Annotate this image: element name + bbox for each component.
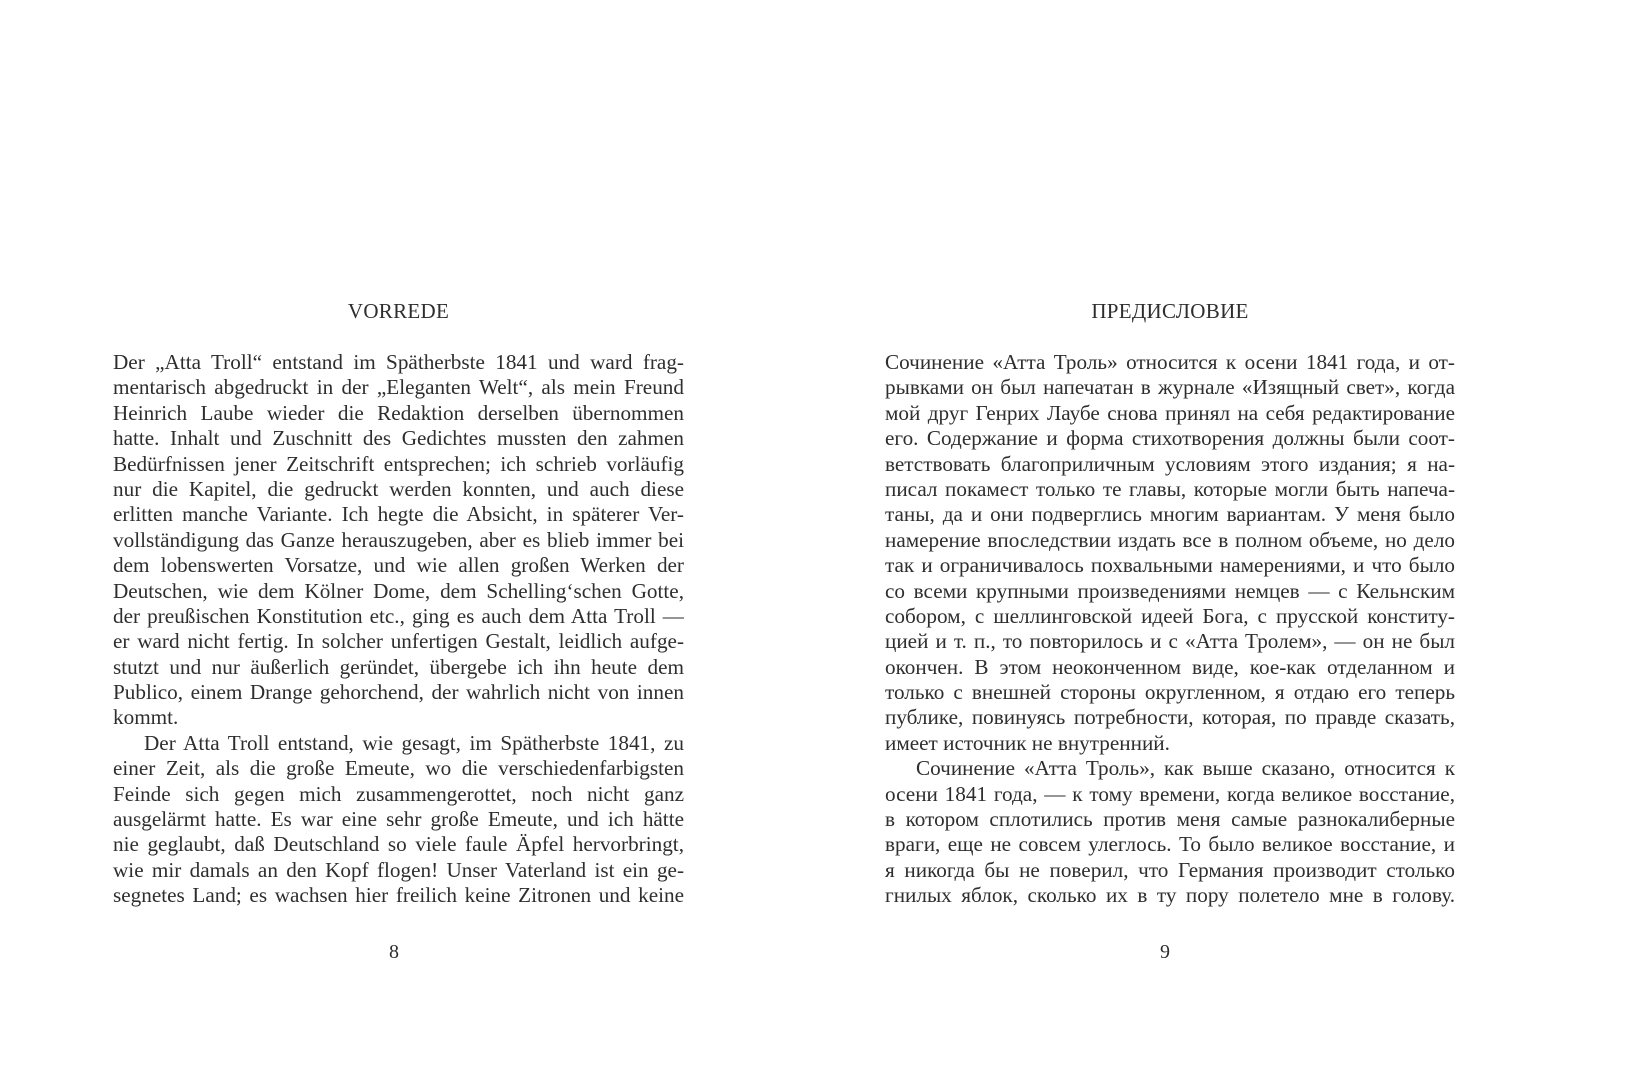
text-line: dem lobenswerten Vorsatze, und wie allen großen Werken der [113,553,684,578]
text-line: намерение впоследствии издать все в полном объеме, но дело [885,527,1455,552]
text-line: осени 1841 года, — к тому времени, когда великое восстание, [885,781,1455,806]
text-line: Der „Atta Troll“ entstand im Spätherbste 1841 und ward frag- [113,350,684,374]
text-line: его. Содержание и форма стихотворения должны были соот- [885,426,1455,451]
text-line: Feinde sich gegen mich zusammengerottet, noch nicht ganz [113,781,684,806]
text-line: Deutschen, wie dem Kölner Dome, dem Schelling‘schen Gotte, [113,578,684,603]
text-line: hatte. Inhalt und Zuschnitt des Gedichtes mussten den zahmen [113,426,684,451]
text-line: er ward nicht fertig. In solcher unfertigen Gestalt, leidlich aufge- [113,629,684,654]
text-line: со всеми крупными произведениями немцев — с Кельнским [885,578,1455,603]
text-line: wie mir damals an den Kopf flogen! Unser Vaterland ist ein ge- [113,857,684,882]
text-line: Der Atta Troll entstand, wie gesagt, im Spätherbste 1841, zu [144,730,684,755]
text-line: Сочинение «Атта Троль», как выше сказано, относится к [916,756,1455,781]
text-line: vollständigung das Ganze herauszugeben, aber es blieb immer bei [113,527,684,552]
page-number: 8 [389,941,399,963]
text-line: Bedürfnissen jener Zeitschrift entsprechen; ich schrieb vorläufig [113,451,684,476]
text-line: собором, с шеллинговской идеей Бога, с прусской конститу- [885,603,1455,628]
text-line: мой друг Генрих Лаубе снова принял на себя редактирование [885,400,1455,425]
text-line: nie geglaubt, daß Deutschland so viele faule Äpfel hervorbringt, [113,832,684,857]
text-line: так и ограничивалось похвальными намерениями, и что было [885,553,1455,578]
page-number: 9 [1160,941,1170,963]
text-line: таны, да и они подверглись многим вариантам. У меня было [885,502,1455,527]
text-line: ausgelärmt hatte. Es war eine sehr große Emeute, und ich hätte [113,807,684,832]
text-line: ветствовать благоприличным условиям этого издания; я на- [885,451,1455,476]
text-line: einer Zeit, als die große Emeute, wo die verschiedenfarbigsten [113,756,684,781]
text-line: nur die Kapitel, die gedruckt werden konnten, und auch diese [113,476,684,501]
text-line: писал покамест только те главы, которые могли быть напеча- [885,476,1455,501]
text-line: имеет источник не внутренний. [885,730,1170,755]
page-title: ПРЕДИСЛОВИЕ [1091,299,1249,323]
text-line: в котором сплотились против меня самые разнокалиберные [885,807,1455,832]
page-body [113,350,684,909]
text-line: Сочинение «Атта Троль» относится к осени 1841 года, и от- [885,350,1455,374]
text-line: erlitten manche Variante. Ich hegte die Absicht, in späterer Ver- [113,502,684,527]
text-line: гнилых яблок, сколько их в ту пору полетело мне в голову. [885,883,1455,908]
text-line: рывками он был напечатан в журнале «Изящный свет», когда [885,375,1455,400]
text-line: Publico, einem Drange gehorchend, der wahrlich nicht von innen [113,680,684,705]
text-line: segnetes Land; es wachsen hier freilich keine Zitronen und keine [113,883,684,908]
text-line: я никогда бы не поверил, что Германия производит столько [885,857,1455,882]
text-line: враги, еще не совсем улеглось. То было великое восстание, и [885,832,1455,857]
text-line: цией и т. п., то повторилось и с «Атта Тролем», — он не был [885,629,1455,654]
text-line: только с внешней стороны округленном, я отдаю его теперь [885,680,1455,705]
right-page [818,0,1636,1080]
text-line: kommt. [113,705,179,730]
page-title: VORREDE [347,299,450,323]
text-line: stutzt und nur äußerlich geründet, übergebe ich ihn heute dem [113,654,684,679]
text-line: mentarisch abgedruckt in der „Eleganten Welt“, als mein Freund [113,375,684,400]
page-body [885,350,1455,909]
text-line: der preußischen Konstitution etc., ging es auch dem Atta Troll — [113,603,684,628]
text-line: публике, повинуясь потребности, которая, по правде сказать, [885,705,1455,730]
text-line: Heinrich Laube wieder die Redaktion derselben übernommen [113,400,684,425]
text-line: окончен. В этом неоконченном виде, кое-как отделанном и [885,654,1455,679]
